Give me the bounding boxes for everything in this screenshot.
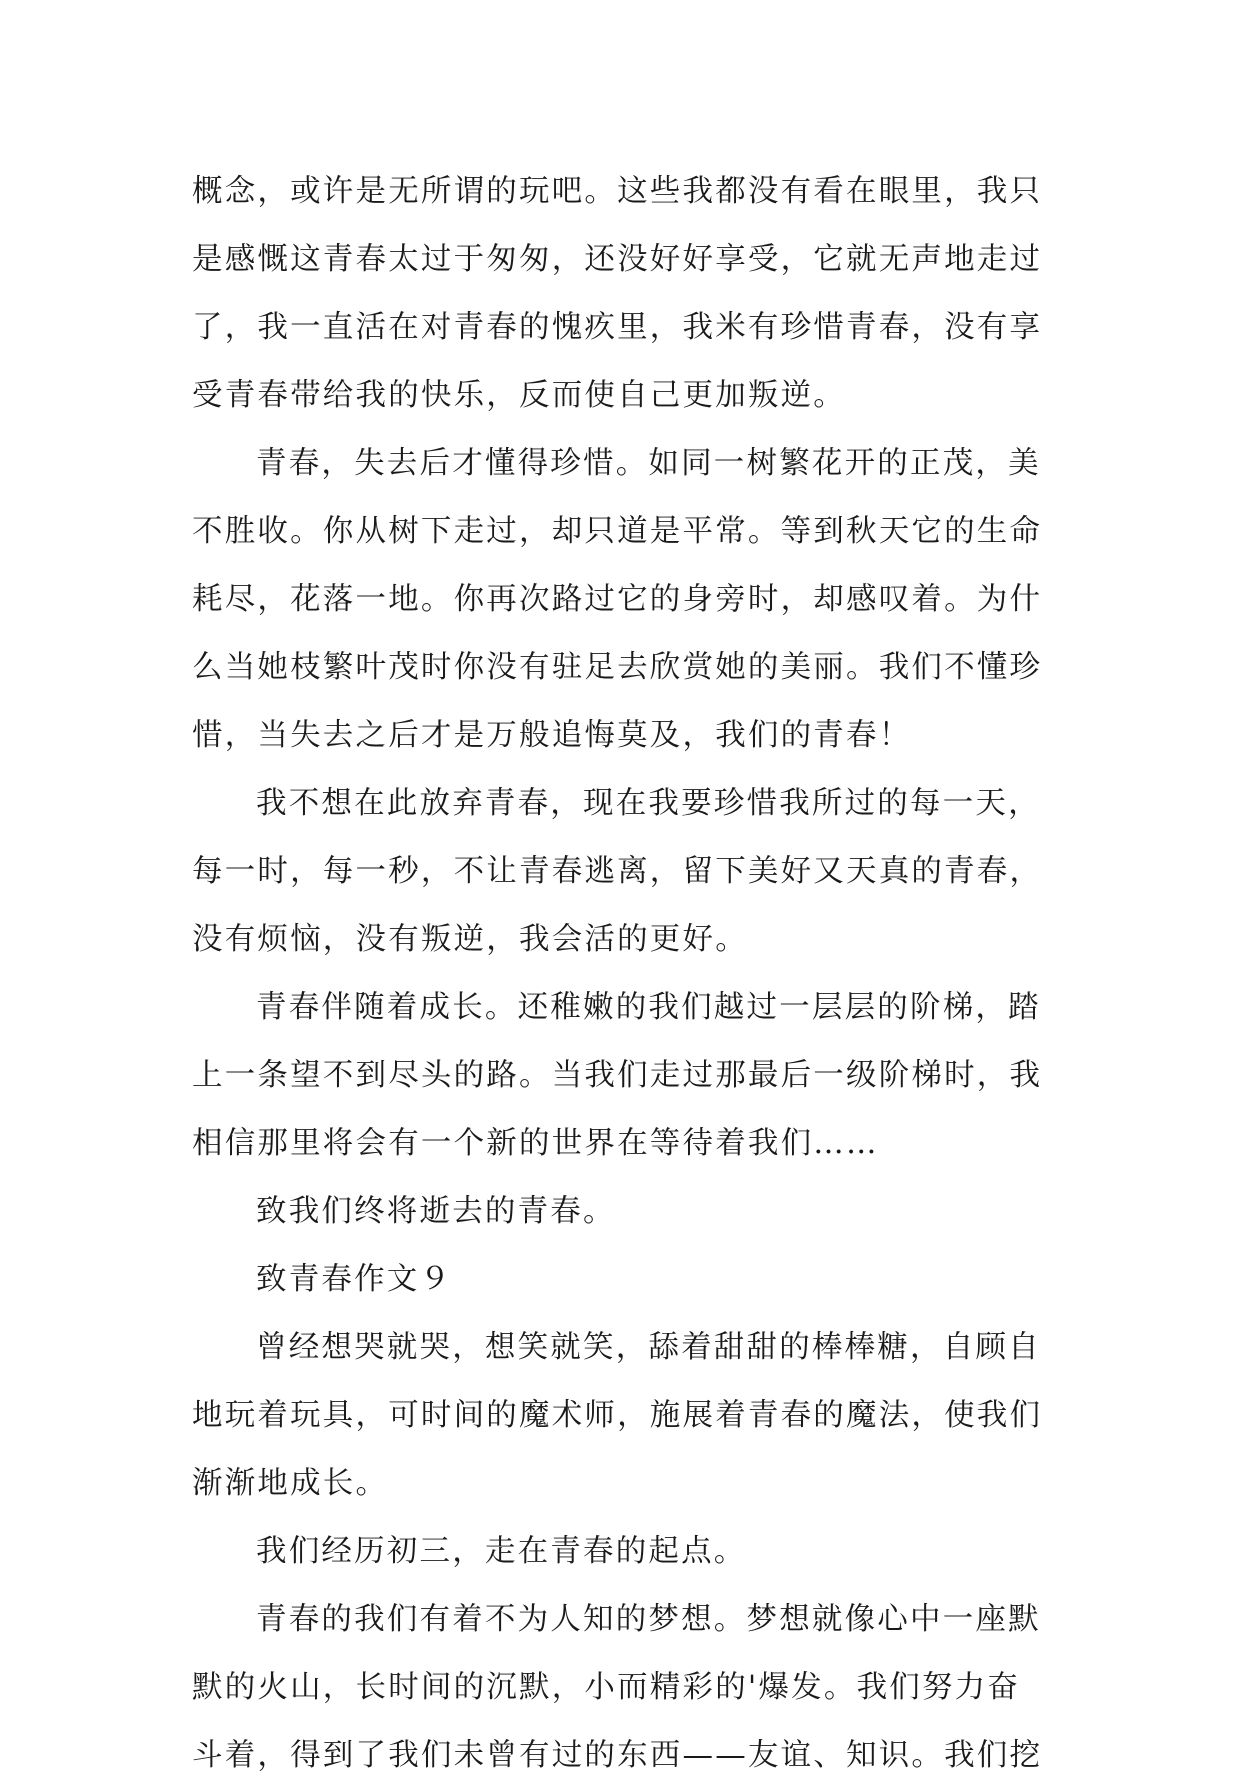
text-line: 我们经历初三，走在青春的起点。 xyxy=(256,1534,747,1569)
essay-text xyxy=(192,158,1062,1790)
section-heading: 致青春作文９ xyxy=(256,1262,453,1297)
text-line: 曾经想哭就哭，想笑就笑，舔着甜甜的棒棒糖，自顾自 xyxy=(256,1330,1041,1365)
text-line: 受青春带给我的快乐，反而使自己更加叛逆。 xyxy=(192,378,846,413)
text-line: 是感慨这青春太过于匆匆，还没好好享受，它就无声地走过 xyxy=(192,242,1043,277)
text-line: 地玩着玩具，可时间的魔术师，施展着青春的魔法，使我们 xyxy=(192,1398,1043,1433)
text-line: 惜，当失去之后才是万般追悔莫及，我们的青春！ xyxy=(192,718,912,753)
text-line: 青春，失去后才懂得珍惜。如同一树繁花开的正茂，美 xyxy=(256,446,1041,481)
text-line: 没有烦恼，没有叛逆，我会活的更好。 xyxy=(192,922,748,957)
text-line: 上一条望不到尽头的路。当我们走过那最后一级阶梯时，我 xyxy=(192,1058,1043,1093)
text-line: 默的火山，长时间的沉默，小而精彩的'爆发。我们努力奋 xyxy=(192,1670,1021,1705)
text-line: 青春伴随着成长。还稚嫩的我们越过一层层的阶梯，踏 xyxy=(256,990,1041,1025)
text-line: 耗尽，花落一地。你再次路过它的身旁时，却感叹着。为什 xyxy=(192,582,1043,617)
text-line: 致我们终将逝去的青春。 xyxy=(256,1194,616,1229)
text-line: 斗着，得到了我们未曾有过的东西——友谊、知识。我们挖 xyxy=(192,1738,1043,1773)
text-line: 青春的我们有着不为人知的梦想。梦想就像心中一座默 xyxy=(256,1602,1041,1637)
text-line: 了，我一直活在对青春的愧疚里，我米有珍惜青春，没有享 xyxy=(192,310,1043,345)
text-line: 每一时，每一秒，不让青春逃离，留下美好又天真的青春， xyxy=(192,854,1043,889)
text-line: 相信那里将会有一个新的世界在等待着我们…… xyxy=(192,1126,879,1161)
text-line: 么当她枝繁叶茂时你没有驻足去欣赏她的美丽。我们不懂珍 xyxy=(192,650,1043,685)
text-line: 概念，或许是无所谓的玩吧。这些我都没有看在眼里，我只 xyxy=(192,174,1043,209)
text-line: 渐渐地成长。 xyxy=(192,1466,389,1501)
text-line: 我不想在此放弃青春，现在我要珍惜我所过的每一天， xyxy=(256,786,1041,821)
text-line: 不胜收。你从树下走过，却只道是平常。等到秋天它的生命 xyxy=(192,514,1043,549)
